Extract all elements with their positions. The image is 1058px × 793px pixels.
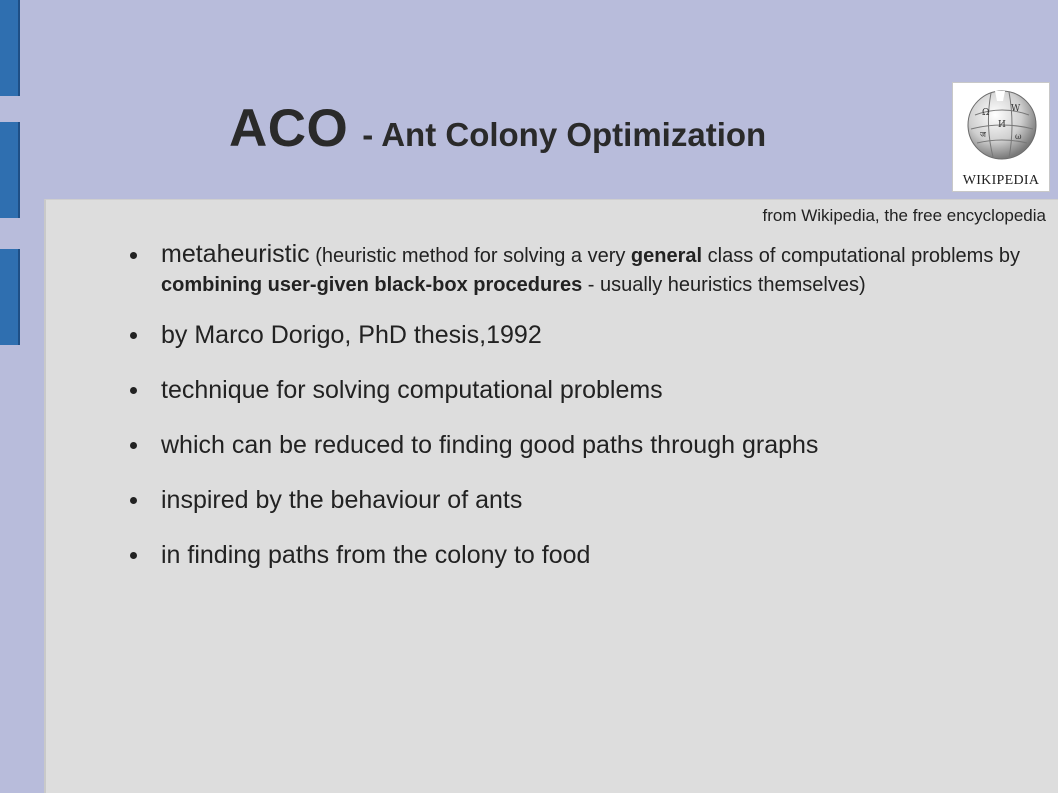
side-tab-3[interactable]: [0, 249, 20, 345]
bullet-detail: - usually heuristics themselves): [582, 274, 866, 296]
svg-text:ज: ज: [980, 130, 986, 139]
bullet-term: metaheuristic: [161, 240, 310, 268]
side-tab-2[interactable]: [0, 122, 20, 218]
bullet-dot-icon: [130, 442, 137, 449]
bullet-dot-icon: [130, 497, 137, 504]
bullet-text: by Marco Dorigo, PhD thesis,1992: [161, 321, 542, 349]
puzzle-globe-icon: [965, 87, 1039, 163]
svg-text:И: И: [998, 120, 1006, 130]
bullet-text: in finding paths from the colony to food: [161, 541, 591, 569]
bullet-item: [130, 374, 1030, 406]
bullet-dot-icon: [130, 252, 137, 259]
title-main: ACO: [229, 99, 349, 158]
bullet-list: [130, 240, 1030, 594]
bullet-text: inspired by the behaviour of ants: [161, 486, 523, 514]
bullet-text: which can be reduced to finding good paths through graphs: [161, 431, 819, 459]
bullet-item: [130, 429, 1030, 461]
content-panel: [44, 199, 1058, 793]
bullet-detail-bold: general: [630, 245, 703, 267]
svg-text:Ω: Ω: [982, 108, 990, 118]
bullet-item: [130, 319, 1030, 351]
title-subtitle: - Ant Colony Optimization: [362, 116, 767, 153]
wikipedia-logo: Ω W И ज ω WIKIPEDIA: [952, 82, 1050, 192]
svg-text:W: W: [1011, 104, 1021, 114]
bullet-item: [130, 539, 1030, 571]
side-tab-1[interactable]: [0, 0, 20, 96]
bullet-detail: class of computational problems by: [702, 245, 1021, 267]
bullet-dot-icon: [130, 387, 137, 394]
bullet-text: technique for solving computational problems: [161, 376, 663, 404]
slide-title: [229, 98, 766, 159]
bullet-item: [130, 240, 1030, 300]
bullet-dot-icon: [130, 332, 137, 339]
svg-text:ω: ω: [1015, 132, 1022, 141]
source-note: from Wikipedia, the free encyclopedia: [762, 206, 1046, 225]
bullet-detail-bold: combining user-given black-box procedures: [161, 274, 583, 296]
bullet-item: [130, 484, 1030, 516]
bullet-dot-icon: [130, 552, 137, 559]
bullet-detail: (heuristic method for solving a very: [309, 245, 631, 267]
